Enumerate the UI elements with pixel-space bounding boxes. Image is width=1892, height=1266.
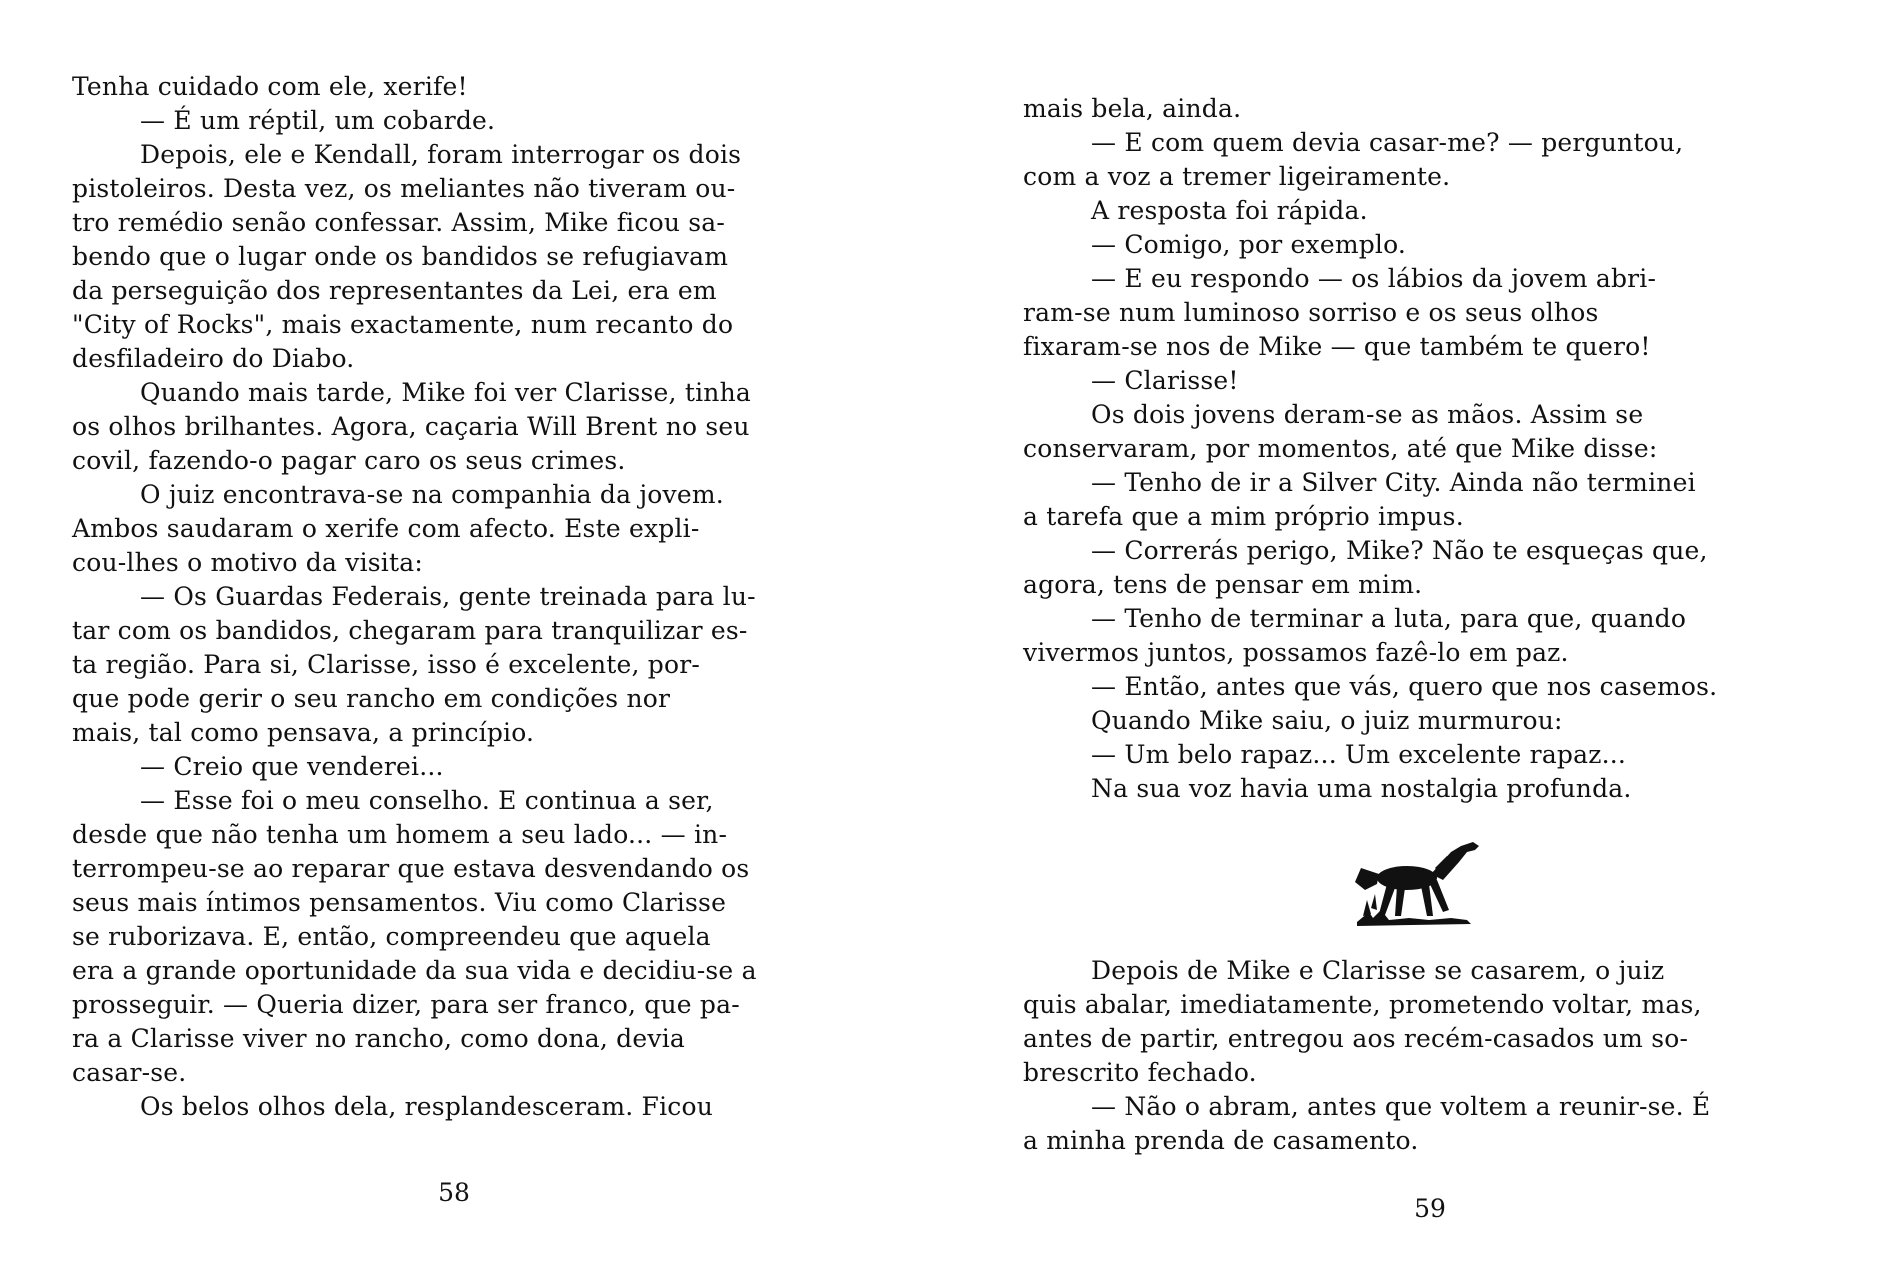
text-line: se ruborizava. E, então, compreendeu que aquela — [72, 922, 711, 951]
text-line: agora, tens de pensar em mim. — [1023, 570, 1423, 599]
text-line: Quando Mike saiu, o juiz murmurou: — [1091, 706, 1563, 735]
text-line: desde que não tenha um homem a seu lado... — in- — [72, 820, 728, 849]
text-line: ram-se num luminoso sorriso e os seus olhos — [1023, 298, 1599, 327]
text-line: — Esse foi o meu conselho. E continua a ser, — [140, 786, 714, 815]
text-line: — Tenho de terminar a luta, para que, quando — [1091, 604, 1687, 633]
horse-silhouette-icon — [1339, 838, 1489, 928]
text-line: Depois de Mike e Clarisse se casarem, o juiz — [1091, 956, 1665, 985]
text-line: Quando mais tarde, Mike foi ver Clarisse, tinha — [140, 378, 751, 407]
text-line: — Os Guardas Federais, gente treinada para lu- — [140, 582, 756, 611]
text-line: casar-se. — [72, 1058, 187, 1087]
text-line: mais, tal como pensava, a princípio. — [72, 718, 535, 747]
text-line: — É um réptil, um cobarde. — [140, 106, 496, 135]
text-line: "City of Rocks", mais exactamente, num recanto do — [72, 310, 734, 339]
text-line: com a voz a tremer ligeiramente. — [1023, 162, 1451, 191]
text-line: terrompeu-se ao reparar que estava desvendando os — [72, 854, 750, 883]
text-line: da perseguição dos representantes da Lei, era em — [72, 276, 717, 305]
text-line: prosseguir. — Queria dizer, para ser franco, que pa- — [72, 990, 740, 1019]
text-line: mais bela, ainda. — [1023, 94, 1242, 123]
text-line: Os dois jovens deram-se as mãos. Assim se — [1091, 400, 1644, 429]
text-line: a tarefa que a mim próprio impus. — [1023, 502, 1464, 531]
text-line: a minha prenda de casamento. — [1023, 1126, 1419, 1155]
text-line: — E com quem devia casar-me? — perguntou, — [1091, 128, 1684, 157]
text-line: covil, fazendo-o pagar caro os seus crimes. — [72, 446, 626, 475]
text-line: bendo que o lugar onde os bandidos se refugiavam — [72, 242, 729, 271]
text-line: ta região. Para si, Clarisse, isso é excelente, por- — [72, 650, 701, 679]
text-line: — E eu respondo — os lábios da jovem abri- — [1091, 264, 1657, 293]
text-line: pistoleiros. Desta vez, os meliantes não tiveram ou- — [72, 174, 736, 203]
text-line: vivermos juntos, possamos fazê-lo em paz. — [1023, 638, 1569, 667]
text-line: quis abalar, imediatamente, prometendo voltar, mas, — [1023, 990, 1702, 1019]
left-page-text — [72, 70, 862, 1124]
text-line: Os belos olhos dela, resplandesceram. Ficou — [140, 1092, 714, 1121]
right-page-text-top — [1023, 92, 1813, 806]
text-line: que pode gerir o seu rancho em condições nor — [72, 684, 671, 713]
text-line: tro remédio senão confessar. Assim, Mike ficou sa- — [72, 208, 726, 237]
text-line: conservaram, por momentos, até que Mike disse: — [1023, 434, 1658, 463]
text-line: brescrito fechado. — [1023, 1058, 1257, 1087]
text-line: os olhos brilhantes. Agora, caçaria Will Brent no seu — [72, 412, 750, 441]
text-line: fixaram-se nos de Mike — que também te quero! — [1023, 332, 1651, 361]
text-line: antes de partir, entregou aos recém-casados um so- — [1023, 1024, 1689, 1053]
text-line: — Não o abram, antes que voltem a reunir-se. É — [1091, 1092, 1711, 1121]
text-line: tar com os bandidos, chegaram para tranquilizar es- — [72, 616, 748, 645]
text-line: desfiladeiro do Diabo. — [72, 344, 355, 373]
text-line: — Tenho de ir a Silver City. Ainda não terminei — [1091, 468, 1696, 497]
text-line: Ambos saudaram o xerife com afecto. Este expli- — [72, 514, 700, 543]
text-line: cou-lhes o motivo da visita: — [72, 548, 423, 577]
text-line: — Comigo, por exemplo. — [1091, 230, 1407, 259]
page-number-right: 59 — [1414, 1194, 1446, 1223]
text-line: seus mais íntimos pensamentos. Viu como Clarisse — [72, 888, 727, 917]
text-line: — Um belo rapaz... Um excelente rapaz... — [1091, 740, 1627, 769]
right-page-text-bottom — [1023, 954, 1813, 1158]
text-line: era a grande oportunidade da sua vida e decidiu-se a — [72, 956, 757, 985]
text-line: A resposta foi rápida. — [1091, 196, 1368, 225]
text-line: — Correrás perigo, Mike? Não te esqueças que, — [1091, 536, 1708, 565]
text-line: Depois, ele e Kendall, foram interrogar os dois — [140, 140, 742, 169]
text-line: Na sua voz havia uma nostalgia profunda. — [1091, 774, 1632, 803]
right-page — [946, 0, 1892, 1266]
text-line: — Clarisse! — [1091, 366, 1239, 395]
text-line: — Então, antes que vás, quero que nos casemos. — [1091, 672, 1718, 701]
text-line: ra a Clarisse viver no rancho, como dona, devia — [72, 1024, 686, 1053]
text-line: O juiz encontrava-se na companhia da jovem. — [140, 480, 724, 509]
page-number-left: 58 — [438, 1178, 470, 1207]
text-line: Tenha cuidado com ele, xerife! — [72, 72, 468, 101]
text-line: — Creio que venderei... — [140, 752, 444, 781]
